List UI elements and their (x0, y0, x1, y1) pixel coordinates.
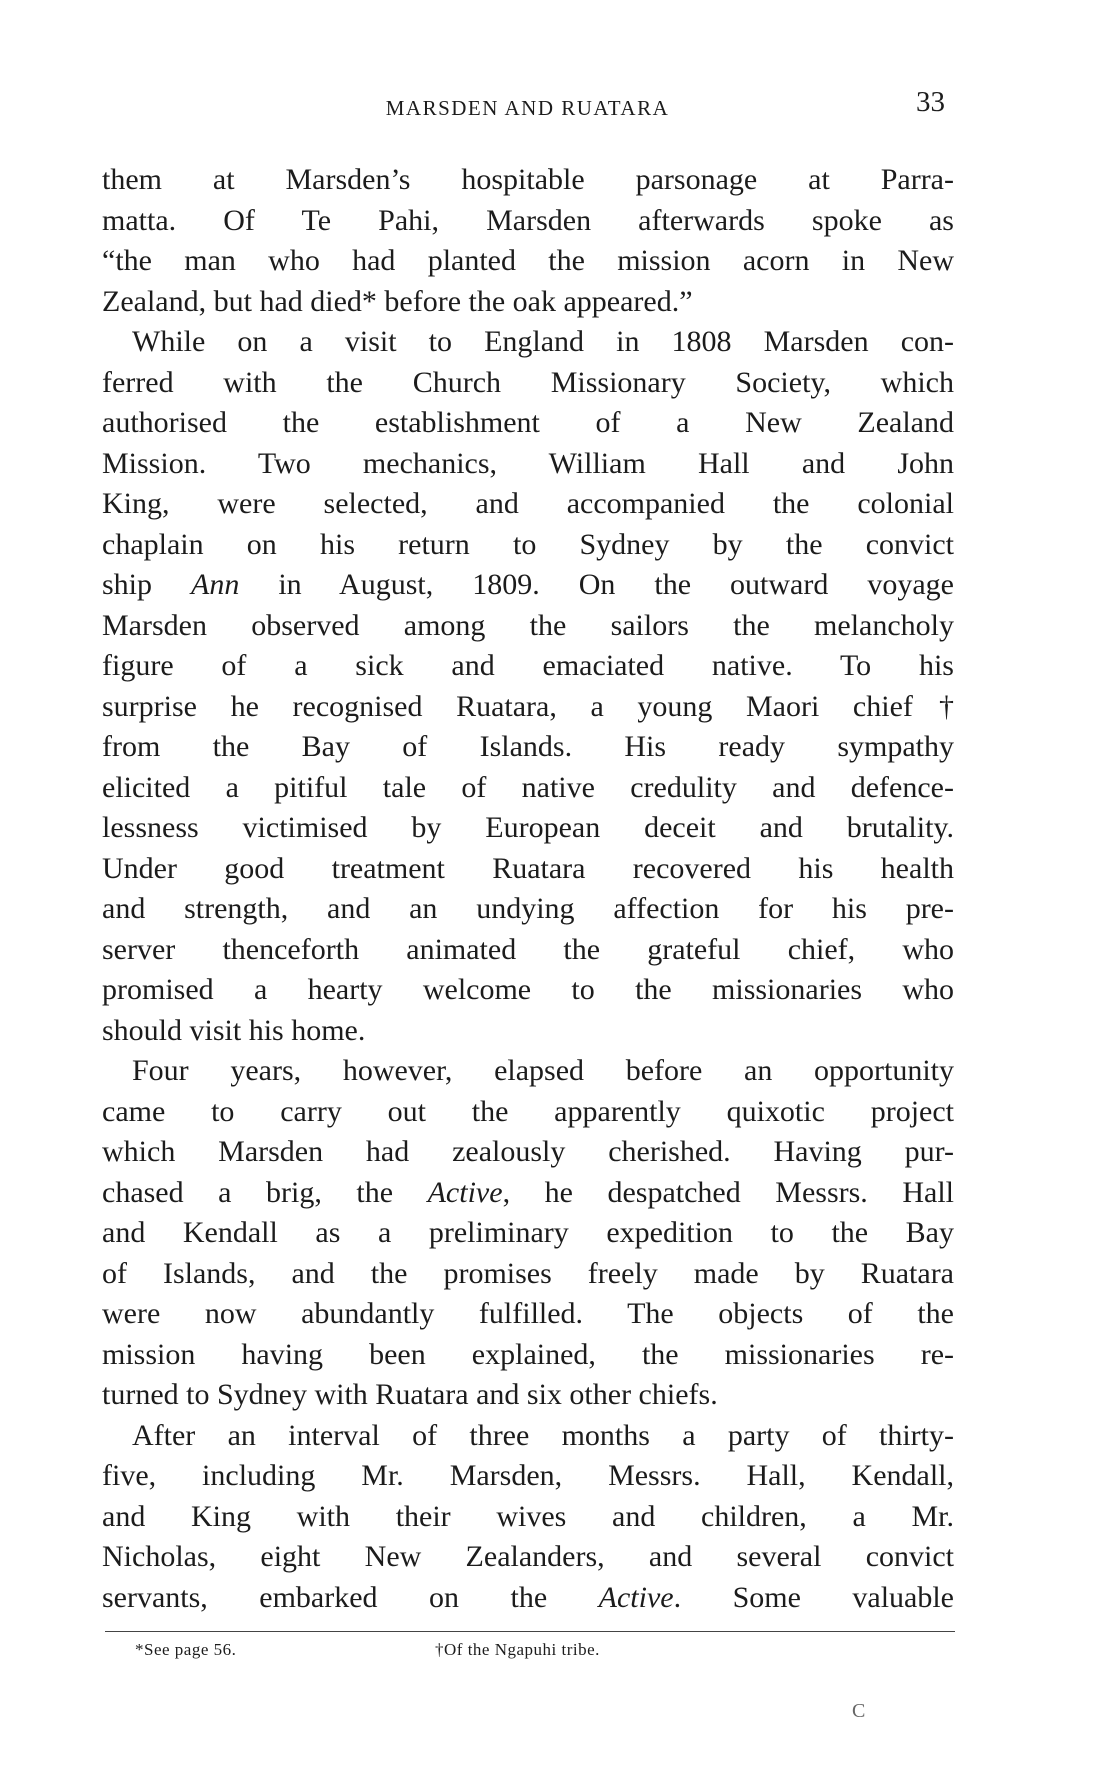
text-line: Four years, however, elapsed before an opportunity (132, 1054, 954, 1087)
text-line: authorised the establishment of a New Zealand (102, 406, 954, 439)
text-line: elicited a pitiful tale of native credulity and defence- (102, 770, 954, 804)
text-line: came to carry out the apparently quixotic project (102, 1094, 954, 1128)
text-line: While on a visit to England in 1808 Marsden con- (132, 325, 954, 358)
footnote-rule (105, 1631, 955, 1632)
text-line: from the Bay of Islands. His ready sympathy (102, 730, 954, 763)
text-line: of Islands, and the promises freely made by Ruatara (102, 1256, 954, 1290)
page-number: 33 (916, 86, 945, 118)
text-line: which Marsden had zealously cherished. Having pur- (102, 1135, 954, 1168)
text-line (102, 1578, 954, 1619)
footnote-2: †Of the Ngapuhi tribe. (435, 1640, 600, 1659)
text-line: Mission. Two mechanics, William Hall and John (102, 446, 954, 480)
text-segment: . Some valuable (673, 1580, 954, 1614)
text-line: Zealand, but had died* before the oak appeared.” (102, 284, 693, 318)
running-head: MARSDEN AND RUATARA (385, 96, 670, 120)
text-line: chaplain on his return to Sydney by the convict (102, 527, 954, 561)
text-line: and Kendall as a preliminary expedition to the Bay (102, 1216, 954, 1249)
text-line: were now abundantly fulfilled. The objects of the (102, 1297, 954, 1330)
italic-ship-name: Active (427, 1175, 503, 1209)
text-line: ferred with the Church Missionary Society, which (102, 365, 954, 399)
text-segment: in August, 1809. On the outward voyage (239, 568, 954, 601)
text-segment: servants, embarked on the (102, 1580, 599, 1614)
text-segment: , he despatched Messrs. Hall (502, 1175, 954, 1209)
text-line: “the man who had planted the mission acorn in New (102, 244, 954, 277)
text-line: five, including Mr. Marsden, Messrs. Hall, Kendall, (102, 1459, 954, 1492)
text-line: matta. Of Te Pahi, Marsden afterwards spoke as (102, 203, 954, 237)
page-header (100, 86, 955, 126)
signature-mark: C (852, 1700, 866, 1722)
text-line: King, were selected, and accompanied the colonial (102, 487, 954, 520)
text-line: promised a hearty welcome to the missionaries who (102, 973, 954, 1006)
text-line: server thenceforth animated the grateful chief, who (102, 932, 954, 966)
text-segment: ship (102, 568, 192, 601)
text-line: Under good treatment Ruatara recovered his health (102, 851, 954, 885)
text-line: and strength, and an undying affection for his pre- (102, 892, 954, 925)
text-line: should visit his home. (102, 1013, 366, 1047)
text-line: and King with their wives and children, a Mr. (102, 1499, 954, 1533)
text-line: Marsden observed among the sailors the melancholy (102, 608, 954, 642)
text-line: After an interval of three months a party of thirty- (132, 1418, 954, 1452)
text-line: them at Marsden’s hospitable parsonage at Parra- (102, 163, 954, 196)
italic-ship-name: Ann (191, 568, 240, 601)
text-line: lessness victimised by European deceit and brutality. (102, 811, 954, 844)
footnote-1: *See page 56. (135, 1640, 237, 1659)
text-line: turned to Sydney with Ruatara and six other chiefs. (102, 1378, 718, 1411)
text-line (102, 1173, 954, 1214)
text-line: Nicholas, eight New Zealanders, and several convict (102, 1540, 954, 1573)
body-text (102, 160, 954, 1618)
text-line: surprise he recognised Ruatara, a young Maori chief† (102, 689, 954, 723)
italic-ship-name: Active (598, 1580, 674, 1614)
text-segment: chased a brig, the (102, 1175, 428, 1209)
text-line: mission having been explained, the missionaries re- (102, 1337, 954, 1371)
text-line (102, 565, 954, 606)
text-line: figure of a sick and emaciated native. To his (102, 649, 954, 682)
